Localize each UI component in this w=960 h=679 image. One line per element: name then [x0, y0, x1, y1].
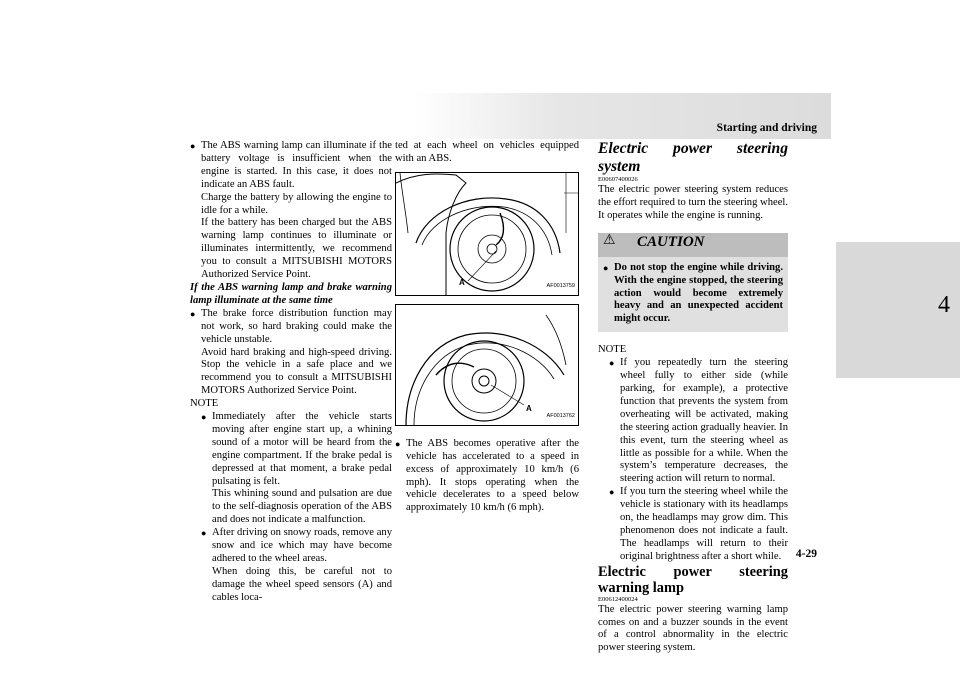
column-middle: [395, 140, 579, 515]
paragraph: The ABS becomes operative after the vehicle has accelerated to a speed in excess of approximately 10 km/h (6 mph). It stops operating when the vehicle decelerates to a speed below approximately 10 km/h (6 mph).: [406, 437, 579, 514]
bullet-brake-force: [190, 308, 392, 398]
rear-wheel-illustration: [396, 305, 578, 425]
caution-bullet: [603, 262, 783, 327]
chapter-number: 4: [938, 292, 950, 318]
page-number: 4-29: [795, 548, 817, 560]
caution-header: [598, 233, 788, 257]
heading-eps-warning-lamp: Electric power steering warning lamp: [598, 563, 788, 596]
note-bullet-headlamps: [609, 486, 788, 563]
callout-label: A: [526, 403, 532, 413]
bullet-abs-battery: [190, 140, 392, 282]
note-label: NOTE: [598, 344, 627, 356]
paragraph-continued: ted at each wheel on vehicles equipped with an ABS.: [395, 140, 579, 164]
paragraph: The ABS warning lamp can illuminate if the battery voltage is insufficient when the engine is started. In this case, it does not indicate an ABS fault.: [201, 140, 392, 190]
section-title: Starting and driving: [716, 122, 817, 134]
paragraph: If you turn the steering wheel while the vehicle is stationary with its headlamps on, the headlamps may grow dim. This phenomenon does not indicate a fault. The headlamps will return to their original brightness after a short while.: [620, 486, 788, 562]
paragraph: Do not stop the engine while driving. With the engine stopped, the steering action would become extremely heavy and an unexpected accident might occur.: [614, 261, 783, 325]
paragraph: The brake force distribution function may not work, so hard braking could make the vehicle unstable.: [201, 307, 392, 345]
paragraph: After driving on snowy roads, remove any snow and ice which may have become adhered to the wheel areas.: [212, 527, 392, 564]
paragraph: The electric power steering system reduces the effort required to turn the steering wheel. It operates while the engine is running.: [598, 184, 788, 221]
figure-code: AF0013762: [546, 412, 575, 419]
subheading-abs-brake: If the ABS warning lamp and brake warning lamp illuminate at the same time: [190, 281, 392, 306]
note-bullet-overheat: [609, 357, 788, 486]
note-label: NOTE: [190, 398, 219, 410]
section-code: E00607400026: [598, 176, 638, 183]
bullet-dot-icon: ●: [603, 262, 609, 273]
bullet-dot-icon: ●: [190, 141, 196, 151]
caution-body: [598, 257, 788, 333]
column-left: [190, 140, 392, 605]
note-bullet-snow: [201, 527, 392, 604]
figure-front-wheel-sensor: [395, 172, 579, 296]
bullet-dot-icon: ●: [190, 308, 196, 319]
column-right: [598, 140, 788, 655]
figure-rear-wheel-sensor: [395, 304, 579, 426]
section-code: E00612400024: [598, 595, 638, 603]
bullet-dot-icon: ●: [201, 412, 207, 423]
paragraph: This whining sound and pulsation are due to the self-diagnosis operation of the ABS and does not indicate a malfunction.: [212, 488, 392, 526]
paragraph: If you repeatedly turn the steering wheel fully to either side (while parking, for example), a protective function that prevents the system from overheating will be activated, making the steering action gradually heavier. In this event, turn the steering wheel as little as possible for a while. When the system’s temperature decreases, the steering action will return to normal.: [620, 357, 788, 485]
paragraph: Avoid hard braking and high-speed driving. Stop the vehicle in a safe place and we recommend you to consult a MITSUBISHI MOTORS Authorized Service Point.: [201, 346, 392, 397]
bullet-dot-icon: ●: [201, 528, 207, 539]
bullet-dot-icon: ●: [609, 358, 615, 369]
paragraph: The electric power steering warning lamp comes on and a buzzer sounds in the event of a control abnormality in the electric power steering system.: [598, 603, 788, 654]
callout-label: A: [459, 277, 465, 287]
figure-code: AF0013759: [546, 282, 575, 289]
front-wheel-illustration: [396, 173, 578, 295]
caution-box: [598, 233, 788, 333]
note-bullet-whining: [201, 411, 392, 527]
bullet-dot-icon: ●: [395, 438, 401, 449]
paragraph: If the battery has been charged but the ABS warning lamp continues to illuminate or illuminates intermittently, we recommend you to consult a MITSUBISHI MOTORS Authorized Service Point.: [201, 217, 392, 281]
bullet-dot-icon: ●: [609, 487, 615, 498]
paragraph: When doing this, be careful not to damage the wheel speed sensors (A) and cables loca-: [212, 565, 392, 603]
bullet-abs-operative: [395, 438, 579, 515]
warning-triangle-icon: ⚠: [603, 232, 616, 248]
paragraph: Charge the battery by allowing the engine to idle for a while.: [201, 191, 392, 216]
paragraph: Immediately after the vehicle starts moving after engine start up, a whining sound of a motor will be heard from the engine compartment. If the brake pedal is depressed at that moment, a brake pedal pulsating is felt.: [212, 411, 392, 487]
heading-eps-system: Electric power steering system: [598, 140, 788, 175]
caution-title: CAUTION: [637, 233, 705, 250]
